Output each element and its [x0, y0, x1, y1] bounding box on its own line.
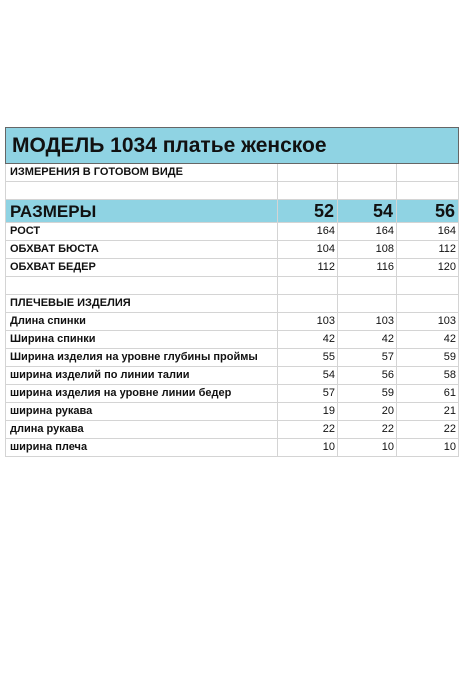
- empty-cell: [397, 277, 459, 295]
- measurement-row: [6, 403, 459, 421]
- measurement-row: [6, 385, 459, 403]
- spacer-row: [6, 182, 459, 200]
- measurement-value: 10: [397, 439, 459, 457]
- measurement-value: 10: [278, 439, 338, 457]
- garment-measurements: [6, 313, 459, 457]
- measurement-label: ОБХВАТ БЕДЕР: [6, 259, 278, 277]
- measurements-subtitle: ИЗМЕРЕНИЯ В ГОТОВОМ ВИДЕ: [6, 164, 278, 182]
- measurement-value: 112: [278, 259, 338, 277]
- body-measurements: [6, 223, 459, 277]
- measurement-value: 22: [397, 421, 459, 439]
- section-label: ПЛЕЧЕВЫЕ ИЗДЕЛИЯ: [6, 295, 278, 313]
- measurement-label: РОСТ: [6, 223, 278, 241]
- measurement-value: 103: [278, 313, 338, 331]
- size-value: 56: [397, 200, 459, 223]
- measurement-value: 57: [338, 349, 397, 367]
- measurement-value: 22: [278, 421, 338, 439]
- measurement-value: 54: [278, 367, 338, 385]
- empty-cell: [338, 164, 397, 182]
- sizes-header-row: [6, 200, 459, 223]
- measurement-value: 58: [397, 367, 459, 385]
- measurement-value: 103: [338, 313, 397, 331]
- empty-cell: [397, 295, 459, 313]
- empty-cell: [338, 295, 397, 313]
- measurement-label: ширина изделий по линии талии: [6, 367, 278, 385]
- measurement-row: [6, 241, 459, 259]
- model-title: МОДЕЛЬ 1034 платье женское: [6, 128, 459, 164]
- measurement-value: 108: [338, 241, 397, 259]
- empty-cell: [278, 277, 338, 295]
- empty-cell: [278, 182, 338, 200]
- measurement-value: 42: [397, 331, 459, 349]
- section-row: [6, 295, 459, 313]
- measurement-row: [6, 223, 459, 241]
- measurement-label: Длина спинки: [6, 313, 278, 331]
- measurement-label: ширина рукава: [6, 403, 278, 421]
- sizes-label: РАЗМЕРЫ: [6, 200, 278, 223]
- spacer-row: [6, 277, 459, 295]
- empty-cell: [397, 164, 459, 182]
- empty-cell: [6, 182, 278, 200]
- measurement-value: 59: [397, 349, 459, 367]
- measurement-row: [6, 259, 459, 277]
- size-chart-table: [5, 127, 459, 457]
- measurement-value: 164: [397, 223, 459, 241]
- measurement-value: 164: [278, 223, 338, 241]
- measurement-value: 120: [397, 259, 459, 277]
- measurement-label: ширина изделия на уровне линии бедер: [6, 385, 278, 403]
- measurement-value: 22: [338, 421, 397, 439]
- measurement-value: 42: [278, 331, 338, 349]
- measurement-value: 164: [338, 223, 397, 241]
- empty-cell: [338, 277, 397, 295]
- measurement-value: 104: [278, 241, 338, 259]
- measurement-label: длина рукава: [6, 421, 278, 439]
- empty-cell: [338, 182, 397, 200]
- measurement-value: 10: [338, 439, 397, 457]
- measurement-value: 59: [338, 385, 397, 403]
- measurement-row: [6, 421, 459, 439]
- measurement-value: 57: [278, 385, 338, 403]
- measurement-label: ОБХВАТ БЮСТА: [6, 241, 278, 259]
- measurement-value: 61: [397, 385, 459, 403]
- size-value: 52: [278, 200, 338, 223]
- measurement-row: [6, 367, 459, 385]
- empty-cell: [278, 164, 338, 182]
- empty-cell: [6, 277, 278, 295]
- measurement-label: ширина плеча: [6, 439, 278, 457]
- measurement-row: [6, 439, 459, 457]
- measurement-label: Ширина изделия на уровне глубины проймы: [6, 349, 278, 367]
- measurement-value: 56: [338, 367, 397, 385]
- measurement-value: 116: [338, 259, 397, 277]
- size-value: 54: [338, 200, 397, 223]
- empty-cell: [278, 295, 338, 313]
- measurement-value: 21: [397, 403, 459, 421]
- empty-cell: [397, 182, 459, 200]
- measurement-label: Ширина спинки: [6, 331, 278, 349]
- measurement-value: 20: [338, 403, 397, 421]
- measurement-row: [6, 331, 459, 349]
- measurement-row: [6, 313, 459, 331]
- measurement-value: 55: [278, 349, 338, 367]
- subtitle-row: [6, 164, 459, 182]
- measurement-value: 19: [278, 403, 338, 421]
- size-chart-sheet: [5, 127, 458, 457]
- title-row: [6, 128, 459, 164]
- measurement-value: 42: [338, 331, 397, 349]
- measurement-value: 112: [397, 241, 459, 259]
- measurement-value: 103: [397, 313, 459, 331]
- measurement-row: [6, 349, 459, 367]
